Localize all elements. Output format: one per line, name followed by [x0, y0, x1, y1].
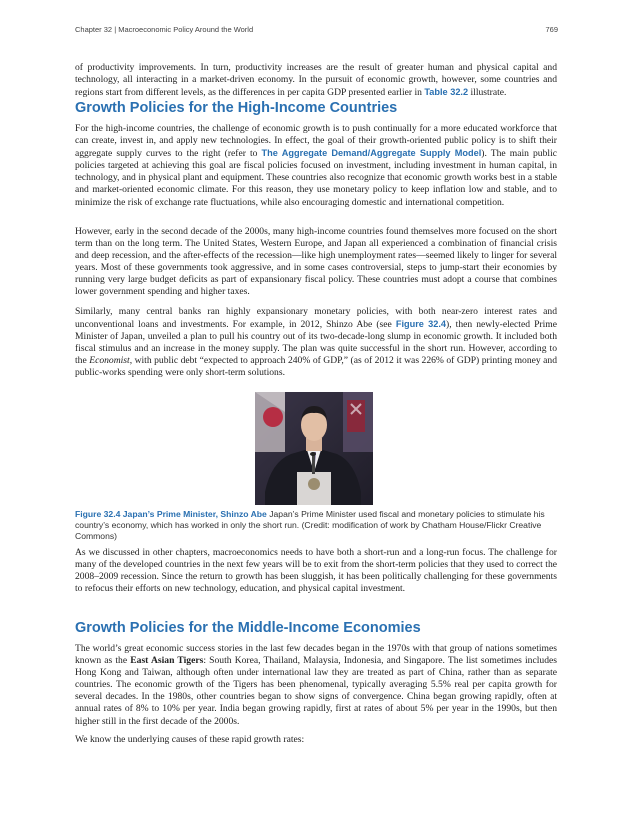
paragraph-high-income-2: However, early in the second decade of the 2000s, many high-income countries found themselves more focused on the short term than on the long term. The United States, Western Europe, and Japan all experienced a combination of financial crisis and deep recession, and the after-effects of the recession—like high unemployment rates—seemed likely to linger for several years. Most of these governments took aggressive, and in some cases controversial, steps to jump-start their economies by running very large budget deficits as part of expansionary fiscal policy. These countries must adopt a course that combines lower government spending and higher taxes.: [75, 226, 557, 298]
p3-text-a: Similarly, many central banks ran highly expansionary monetary policies, with both near-zero interest rates and unconventional loans and investments. For example, in 2012, Shinzo Abe (see: [75, 306, 557, 331]
mi-text-a: The world’s great economic success stories in the last few decades began in the 1970s with that group of nations sometimes known as the: [75, 643, 557, 667]
intro-paragraph: [75, 62, 557, 99]
paragraph-short-long-run: As we discussed in other chapters, macroeconomics needs to have both a short-run and a long-run focus. The challenge for many of the developed countries in the next few years will be to exit from the short-term policies that they used to correct the 2008–2009 recession. Since the return to growth has been sluggish, it has been politically challenging for these governments to refocus their efforts on new technology, education, and physical capital investment.: [75, 547, 557, 595]
p3-text-c: , with public debt “expected to approach 240% of GDP,” (as of 2012 it was 226% of GDP) printing money and public-works spending were only short-term solutions.: [75, 355, 558, 379]
intro-text: of productivity improvements. In turn, productivity increases are the result of greater human and physical capital and technology, all interacting in a market-driven economy. In the pursuit of economic growth, however, some countries and regions start from different levels, as the differences in per capita GDP presented earlier in: [75, 62, 557, 99]
p3-text-b: ), then newly-elected Prime Minister of Japan, unveiled a plan to pull his country out of its two-decade-long slump in economic growth. It included both fiscal stimulus and an increase in the money supply. The plan was quite successful in the short run. However, according to the: [75, 319, 557, 367]
paragraph-high-income-1: [75, 123, 557, 209]
photo-illustration: [255, 392, 373, 505]
east-asian-tigers-term: East Asian Tigers: [130, 655, 204, 667]
intro-tail: illustrate.: [468, 87, 507, 99]
paragraph-middle-income-2: We know the underlying causes of these rapid growth rates:: [75, 734, 305, 745]
economist-italic: Economist: [89, 355, 130, 367]
mi-text-b: : South Korea, Thailand, Malaysia, Indonesia, and Singapore. The list sometimes includes Hong Kong and Taiwan, although often under international law they are treated as part of China, rather than as separate countries. The economic growth of the Tigers has been phenomenal, typically averaging 5.5% real per capita growth for several decades. In the 1980s, other countries began to show signs of convergence. China began growing rapidly, often at annual rates of 8% to 10% per year. India began growing rapidly, first at rates of about 5% per year in the 1990s, but then higher still in the first decade of the 2000s.: [75, 655, 557, 727]
ad-as-model-link[interactable]: The Aggregate Demand/Aggregate Supply Model: [261, 148, 482, 159]
p1-text-a: For the high-income countries, the challenge of economic growth is to push continually for a more educated workforce that can create, invest in, and apply new technologies. In effect, the goal of their growth-oriented public policy is to shift their aggregate supply curves to the right (refer to: [75, 123, 557, 160]
section-heading-high-income: Growth Policies for the High-Income Countries: [75, 100, 398, 116]
figure-caption-title: Figure 32.4 Japan’s Prime Minister, Shinzo Abe: [75, 509, 267, 519]
figure-caption-text: Japan’s Prime Minister used fiscal and monetary policies to stimulate his country’s economy, which has worked in only the short run. (Credit: modification of work by Chatham House/Flickr Creative Commons): [75, 509, 545, 541]
shinzo-abe-photo: [255, 392, 373, 505]
paragraph-middle-income-1: [75, 643, 557, 728]
running-header-chapter: Chapter 32 | Macroeconomic Policy Around the World: [75, 25, 254, 34]
paragraph-high-income-3: [75, 306, 557, 380]
figure-caption: [75, 509, 545, 541]
section-heading-middle-income: Growth Policies for the Middle-Income Economies: [75, 620, 421, 636]
table-32-2-link[interactable]: Table 32.2: [424, 87, 469, 98]
page-number: 769: [545, 25, 558, 34]
figure-32-4-link[interactable]: Figure 32.4: [395, 319, 447, 330]
p1-text-b: ). The main public policies targeted at achieving this goal are fiscal policies focused on investment, including investment in human capital, in technology, and in physical plant and equipment. These countries also recognize that economic growth works best in a stable and market-oriented economic climate. For this reason, they use monetary policy to keep inflation low and stable, and to minimize the risk of exchange rate fluctuations, while also encouraging domestic and international competition.: [75, 148, 557, 208]
